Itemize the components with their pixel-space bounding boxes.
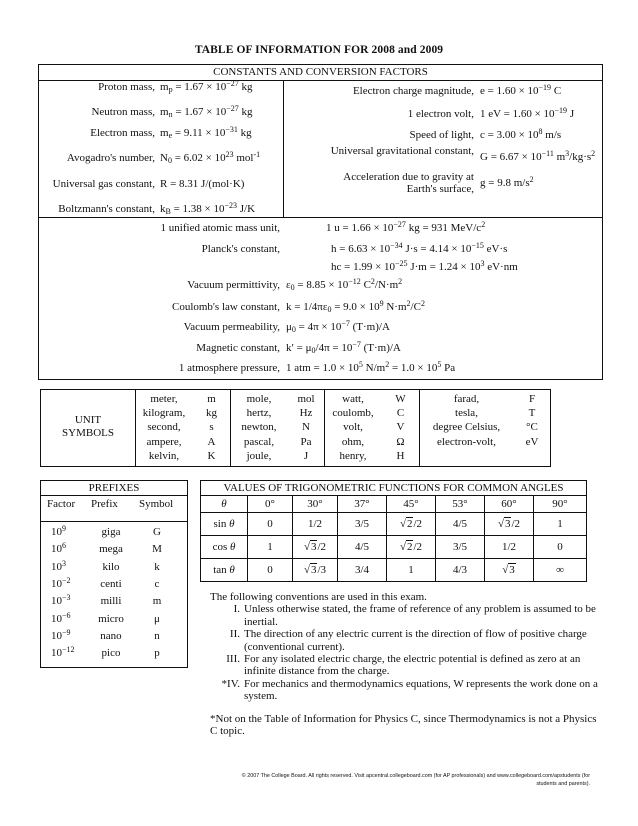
unit-symbols-column xyxy=(288,392,324,463)
constant-value: $k_B = 1.38 \times 10^{-23}$ J/K xyxy=(160,201,256,216)
trig-angle: 37° xyxy=(338,496,387,513)
page-title: TABLE OF INFORMATION FOR 2008 and 2009 xyxy=(194,44,444,56)
unit-name: kelvin, xyxy=(148,449,180,462)
convention-text: Unless otherwise stated, the frame of reference of any problem is assumed to be inertial. xyxy=(244,603,596,628)
constant-label: 1 electron volt, xyxy=(407,108,474,120)
constant-label: Coulomb's law constant, xyxy=(171,301,280,313)
unit-symbol: kg xyxy=(206,407,217,420)
prefix-name: milli xyxy=(100,595,122,608)
constant-label: Acceleration due to gravity at Earth's surface, xyxy=(343,171,474,195)
constant-label: Universal gas constant, xyxy=(52,178,155,190)
unit-symbol: T xyxy=(528,407,536,420)
unit-symbol: W xyxy=(395,393,406,405)
constant-label: 1 atmosphere pressure, xyxy=(178,362,280,374)
constant-label: Boltzmann's constant, xyxy=(58,203,155,215)
constant-value: $N_0 = 6.02 \times 10^{23}$ mol$^{-1}$ xyxy=(160,150,261,165)
conventions-note xyxy=(210,713,600,738)
trig-value: 3/5 xyxy=(338,513,387,536)
unit-names-column xyxy=(324,392,382,463)
prefix-symbol: c xyxy=(154,577,160,590)
unit-name: tesla, xyxy=(455,407,478,420)
constant-value: 1 eV = $1.60 \times 10^{-19}$ J xyxy=(480,106,575,120)
unit-name: meter, xyxy=(150,393,178,405)
constant-value: $m_p = 1.67 \times 10^{-27}$ kg xyxy=(160,79,253,94)
unit-name: coulomb, xyxy=(332,407,374,420)
unit-symbol: F xyxy=(528,393,536,405)
constant-value: $m_e = 9.11 \times 10^{-31}$ kg xyxy=(160,125,252,140)
unit-name: ohm, xyxy=(341,435,365,448)
trig-value: ∞ xyxy=(534,559,587,582)
constant-value: $h = 6.63 \times 10^{-34}$ $J\cdot s = 4.14 \times 10^{-15}$ eV·s xyxy=(331,241,508,255)
trig-row xyxy=(201,513,587,536)
convention-number: II. xyxy=(229,628,240,641)
convention-text: The direction of any electric current is the direction of flow of positive charge (conventional current). xyxy=(244,628,587,653)
constant-value: $G = 6.67 \times 10^{-11}$ $m^3/kg\cdot s^2$ xyxy=(480,149,596,163)
conventions-note-text: *Not on the Table of Information for Physics C, since Thermodynamics is not a Physics C topic. xyxy=(210,712,597,738)
unit-symbol: H xyxy=(396,449,405,462)
trig-value: 0 xyxy=(248,559,293,582)
unit-symbol: Pa xyxy=(300,435,312,448)
constant-label: Proton mass, xyxy=(98,81,155,93)
prefix-symbol: M xyxy=(152,543,162,556)
prefix-symbol: k xyxy=(154,560,160,573)
constant-value: R = 8.31 J/(mol·K) xyxy=(160,178,245,190)
trig-table xyxy=(200,480,587,582)
constant-label: Vacuum permeability, xyxy=(183,321,280,333)
constant-value: $e = 1.60 \times 10^{-19}$ C xyxy=(480,83,562,97)
unit-name: joule, xyxy=(246,449,272,462)
constant-label: Universal gravitational constant, xyxy=(330,145,474,157)
trig-function: tan θ xyxy=(201,559,248,582)
unit-symbol: Ω xyxy=(396,435,405,448)
trig-value: √3/2 xyxy=(293,536,338,559)
prefix-header-prefix: Prefix xyxy=(91,498,118,510)
convention-number: I. xyxy=(233,603,240,616)
unit-name: watt, xyxy=(342,393,364,405)
trig-value: 3/4 xyxy=(338,559,387,582)
unit-name: kilogram, xyxy=(142,407,186,420)
unit-symbol: N xyxy=(302,421,310,434)
unit-symbol: m xyxy=(207,393,216,405)
trig-angle: 60° xyxy=(485,496,534,513)
trig-title: VALUES OF TRIGONOMETRIC FUNCTIONS FOR COMMON ANGLES xyxy=(201,481,587,496)
prefix-header-factor: Factor xyxy=(47,498,76,510)
trig-value: √2/2 xyxy=(387,536,436,559)
prefix-name: nano xyxy=(100,629,122,642)
constant-value: 1 atm = $1.0 \times 10^5$ $N/m^2 = 1.0 \times 10^5$ Pa xyxy=(286,360,456,374)
trig-function: sin θ xyxy=(201,513,248,536)
constant-label: 1 unified atomic mass unit, xyxy=(160,222,280,234)
prefix-factor: $10^{-9}$ xyxy=(51,627,71,642)
constant-value: $k = 1/4\pi\varepsilon_0 = 9.0 \times 10^9$ $N\cdot m^2/C^2$ xyxy=(286,299,425,314)
prefixes-divider xyxy=(41,521,187,522)
trig-value: √3 xyxy=(485,559,534,582)
unit-symbols-column xyxy=(382,392,419,463)
constants-table xyxy=(38,64,603,380)
constant-label: Electron mass, xyxy=(90,127,155,139)
unit-name: farad, xyxy=(453,393,480,405)
unit-symbols-column xyxy=(514,392,550,449)
conventions-intro: The following conventions are used in this exam. xyxy=(210,591,427,603)
trig-angle: 90° xyxy=(534,496,587,513)
unit-name: electron-volt, xyxy=(437,435,496,448)
unit-symbol: eV xyxy=(525,435,539,448)
constant-label: Electron charge magnitude, xyxy=(352,85,474,97)
unit-name: henry, xyxy=(339,449,367,462)
unit-name: mole, xyxy=(246,393,272,405)
constant-value: $m_n = 1.67 \times 10^{-27}$ kg xyxy=(160,104,253,119)
prefix-name: pico xyxy=(101,647,121,660)
trig-value: 0 xyxy=(248,513,293,536)
prefix-factor: $10^6$ xyxy=(51,541,66,556)
trig-value: 1 xyxy=(387,559,436,582)
unit-symbols-title xyxy=(41,414,135,440)
unit-name: newton, xyxy=(241,421,277,434)
trig-value: √3/3 xyxy=(293,559,338,582)
convention-item xyxy=(210,678,600,703)
convention-text: For any isolated electric charge, the electric potential is defined as zero at an infinite distance from the charge. xyxy=(244,653,581,678)
constant-label: Planck's constant, xyxy=(201,243,280,255)
prefix-name: giga xyxy=(101,526,121,538)
prefix-name: centi xyxy=(100,577,122,590)
trig-row xyxy=(201,559,587,582)
unit-name: hertz, xyxy=(246,407,272,420)
prefix-header-symbol: Symbol xyxy=(139,498,174,510)
unit-symbol: V xyxy=(396,421,405,434)
trig-row xyxy=(201,536,587,559)
prefix-factor: $10^9$ xyxy=(51,524,66,538)
convention-number: *IV. xyxy=(221,677,240,690)
copyright-footer: © 2007 The College Board. All rights reserved. Visit apcentral.collegeboard.com (for AP professionals) and www.collegeboard.com/apstudents (for students and parents). xyxy=(241,773,590,787)
unit-names-column xyxy=(135,392,193,463)
trig-value: 4/5 xyxy=(338,536,387,559)
unit-symbols-title-text: UNIT SYMBOLS xyxy=(62,414,114,439)
prefix-symbol: n xyxy=(154,629,160,642)
constant-value: $\mu_0 = 4\pi \times 10^{-7}$ (T·m)/A xyxy=(286,319,390,334)
constants-divider xyxy=(283,81,284,217)
unit-name: ampere, xyxy=(146,435,182,448)
trig-function: cos θ xyxy=(201,536,248,559)
trig-angle: 0° xyxy=(248,496,293,513)
prefix-symbol: m xyxy=(152,595,162,608)
trig-value: 1/2 xyxy=(293,513,338,536)
unit-symbol: K xyxy=(207,449,216,462)
unit-symbols-column xyxy=(193,392,230,463)
trig-angle: θ xyxy=(201,496,248,513)
unit-symbol: °C xyxy=(526,421,538,434)
prefix-name: mega xyxy=(99,543,123,556)
unit-symbol: mol xyxy=(297,393,315,405)
unit-name: pascal, xyxy=(243,435,275,448)
constant-value: 1 $u = 1.66 \times 10^{-27}$ kg = 931 MeV/$c^2$ xyxy=(326,220,486,234)
prefix-factor: $10^{-6}$ xyxy=(51,610,71,625)
constant-value: $k' = \mu_0/4\pi = 10^{-7}$ (T·m)/A xyxy=(286,340,401,355)
conventions-section xyxy=(210,591,600,737)
trig-angle: 30° xyxy=(293,496,338,513)
prefix-factor: $10^{-2}$ xyxy=(51,575,71,590)
constant-value: $c = 3.00 \times 10^8$ m/s xyxy=(480,127,562,141)
unit-symbols-table xyxy=(40,389,551,467)
trig-value: √2/2 xyxy=(387,513,436,536)
unit-symbol: A xyxy=(207,435,216,448)
prefix-symbol: G xyxy=(153,526,161,538)
unit-names-column xyxy=(419,392,514,449)
prefix-name: micro xyxy=(98,612,124,625)
prefix-row xyxy=(41,647,187,664)
prefix-factor: $10^{-12}$ xyxy=(51,645,75,660)
constant-value: hc = $1.99 \times 10^{-25}$ $J\cdot m = 1.24 \times 10^3$ eV·nm xyxy=(331,259,518,273)
constants-header: CONSTANTS AND CONVERSION FACTORS xyxy=(39,65,602,81)
unit-name: volt, xyxy=(343,421,363,434)
trig-value: 1 xyxy=(534,513,587,536)
constant-value: g = 9.8 $m/s^2$ xyxy=(480,175,534,189)
trig-value: √3/2 xyxy=(485,513,534,536)
prefix-symbol: p xyxy=(154,647,160,660)
constant-label: Neutron mass, xyxy=(91,106,155,118)
constant-value: $\varepsilon_0 = 8.85 \times 10^{-12}$ $C^2/N\cdot m^2$ xyxy=(286,277,403,292)
trig-value: 1 xyxy=(248,536,293,559)
unit-name: second, xyxy=(147,421,181,434)
unit-symbol: J xyxy=(303,449,309,462)
trig-value: 4/5 xyxy=(436,513,485,536)
unit-symbol: Hz xyxy=(299,407,313,420)
trig-angle: 45° xyxy=(387,496,436,513)
prefix-factor: $10^3$ xyxy=(51,558,66,573)
convention-item xyxy=(210,628,600,653)
unit-name: degree Celsius, xyxy=(432,421,501,434)
trig-angle: 53° xyxy=(436,496,485,513)
unit-symbol: C xyxy=(396,407,405,420)
constant-label: Speed of light, xyxy=(409,129,474,141)
trig-value: 1/2 xyxy=(485,536,534,559)
constant-label: Vacuum permittivity, xyxy=(187,279,280,291)
convention-text: For mechanics and thermodynamics equations, W represents the work done on a system. xyxy=(244,677,598,703)
trig-value: 4/3 xyxy=(436,559,485,582)
constant-label: Avogadro's number, xyxy=(66,152,155,164)
trig-value: 3/5 xyxy=(436,536,485,559)
prefix-symbol: μ xyxy=(154,612,160,625)
convention-item xyxy=(210,603,600,628)
trig-value: 0 xyxy=(534,536,587,559)
prefix-name: kilo xyxy=(102,560,120,573)
convention-number: III. xyxy=(226,653,240,666)
prefixes-table xyxy=(40,480,188,668)
convention-item xyxy=(210,653,600,678)
constants-divider-horizontal xyxy=(39,217,602,218)
prefix-factor: $10^{-3}$ xyxy=(51,593,71,608)
constant-label: Magnetic constant, xyxy=(196,342,280,354)
unit-names-column xyxy=(230,392,288,463)
prefixes-title: PREFIXES xyxy=(41,481,187,496)
unit-symbol: s xyxy=(209,421,214,434)
